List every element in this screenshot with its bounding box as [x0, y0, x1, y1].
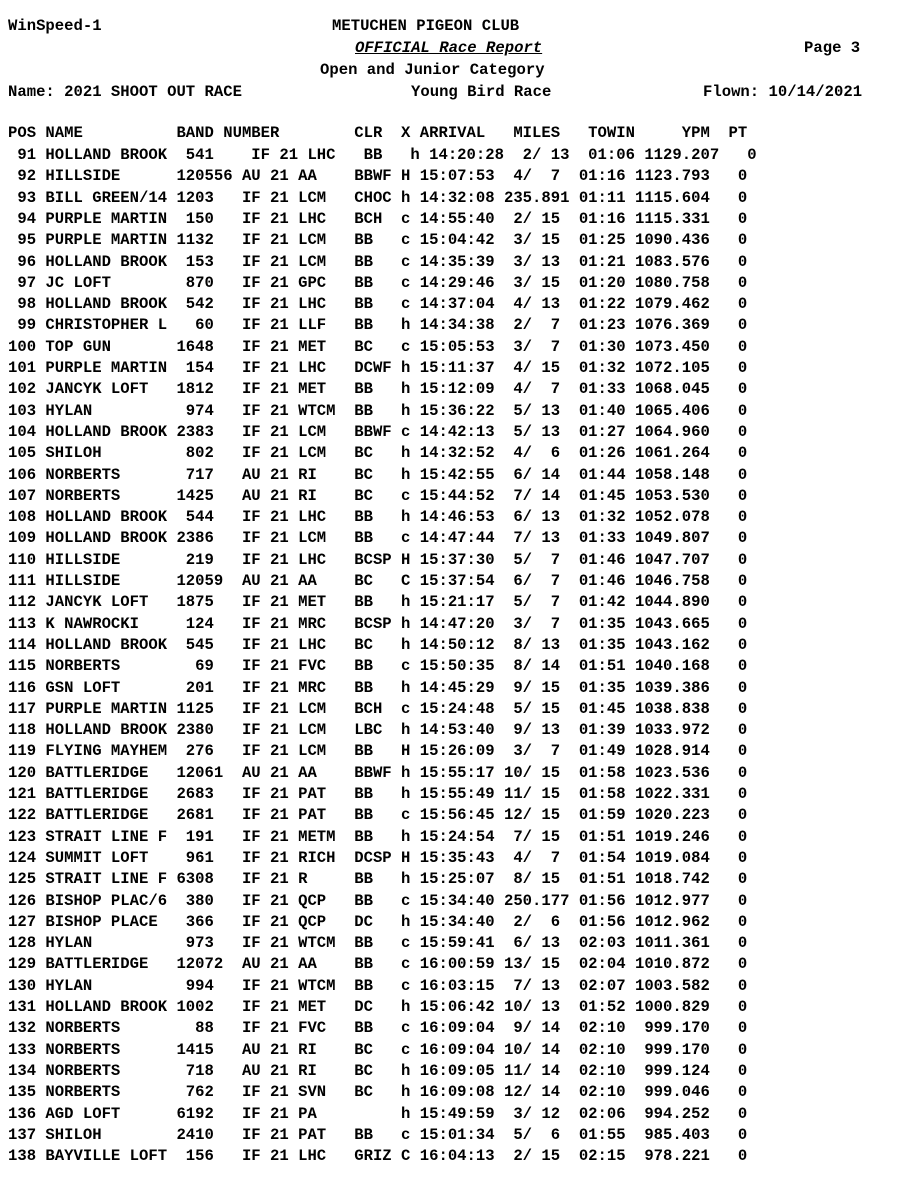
table-row: 106 NORBERTS 717 AU 21 RI BC h 15:42:55 6/ 14 01:44 1058.148 0: [8, 465, 748, 484]
table-row: 119 FLYING MAYHEM 276 IF 21 LCM BB H 15:26:09 3/ 7 01:49 1028.914 0: [8, 742, 748, 761]
flown-date: Flown: 10/14/2021: [703, 83, 863, 101]
club-name: METUCHEN PIGEON CLUB: [332, 17, 520, 35]
table-row: 102 JANCYK LOFT 1812 IF 21 MET BB h 15:12:09 4/ 7 01:33 1068.045 0: [8, 380, 748, 399]
table-row: 93 BILL GREEN/14 1203 IF 21 LCM CHOC h 14:32:08 235.891 01:11 1115.604 0: [8, 188, 748, 207]
table-row: 135 NORBERTS 762 IF 21 SVN BC h 16:09:08 12/ 14 02:10 999.046 0: [8, 1083, 748, 1102]
race-type: Young Bird Race: [411, 83, 552, 101]
table-row: 132 NORBERTS 88 IF 21 FVC BB c 16:09:04 9/ 14 02:10 999.170 0: [8, 1019, 748, 1038]
table-row: 100 TOP GUN 1648 IF 21 MET BC c 15:05:53 3/ 7 01:30 1073.450 0: [8, 337, 748, 356]
table-row: 104 HOLLAND BROOK 2383 IF 21 LCM BBWF c 14:42:13 5/ 13 01:27 1064.960 0: [8, 422, 748, 441]
table-row: 99 CHRISTOPHER L 60 IF 21 LLF BB h 14:34:38 2/ 7 01:23 1076.369 0: [8, 316, 748, 335]
table-row: 110 HILLSIDE 219 IF 21 LHC BCSP H 15:37:30 5/ 7 01:46 1047.707 0: [8, 550, 748, 569]
table-row: 125 STRAIT LINE F 6308 IF 21 R BB h 15:25:07 8/ 15 01:51 1018.742 0: [8, 870, 748, 889]
table-row: 136 AGD LOFT 6192 IF 21 PA h 15:49:59 3/ 12 02:06 994.252 0: [8, 1104, 748, 1123]
table-row: 133 NORBERTS 1415 AU 21 RI BC c 16:09:04 10/ 14 02:10 999.170 0: [8, 1040, 748, 1059]
table-row: 131 HOLLAND BROOK 1002 IF 21 MET DC h 15:06:42 10/ 13 01:52 1000.829 0: [8, 998, 748, 1016]
report-title: OFFICIAL Race Report: [355, 39, 543, 57]
table-row: 107 NORBERTS 1425 AU 21 RI BC c 15:44:52 7/ 14 01:45 1053.530 0: [8, 486, 748, 505]
table-row: 91 HOLLAND BROOK 541 IF 21 LHC BB h 14:20:28 2/ 13 01:06 1129.207 0: [8, 146, 757, 164]
table-row: 115 NORBERTS 69 IF 21 FVC BB c 15:50:35 8/ 14 01:51 1040.168 0: [8, 657, 748, 676]
table-row: 124 SUMMIT LOFT 961 IF 21 RICH DCSP H 15:35:43 4/ 7 01:54 1019.084 0: [8, 848, 748, 867]
table-row: 137 SHILOH 2410 IF 21 PAT BB c 15:01:34 5/ 6 01:55 985.403 0: [8, 1125, 748, 1144]
table-row: 128 HYLAN 973 IF 21 WTCM BB c 15:59:41 6/ 13 02:03 1011.361 0: [8, 934, 748, 953]
table-row: 116 GSN LOFT 201 IF 21 MRC BB h 14:45:29 9/ 15 01:35 1039.386 0: [8, 678, 748, 697]
table-row: 117 PURPLE MARTIN 1125 IF 21 LCM BCH c 15:24:48 5/ 15 01:45 1038.838 0: [8, 699, 748, 718]
table-row: 121 BATTLERIDGE 2683 IF 21 PAT BB h 15:55:49 11/ 15 01:58 1022.331 0: [8, 785, 748, 803]
table-row: 127 BISHOP PLACE 366 IF 21 QCP DC h 15:34:40 2/ 6 01:56 1012.962 0: [8, 912, 748, 931]
table-row: 114 HOLLAND BROOK 545 IF 21 LHC BC h 14:50:12 8/ 13 01:35 1043.162 0: [8, 635, 748, 654]
table-row: 113 K NAWROCKI 124 IF 21 MRC BCSP h 14:47:20 3/ 7 01:35 1043.665 0: [8, 614, 748, 633]
table-row: 97 JC LOFT 870 IF 21 GPC BB c 14:29:46 3/ 15 01:20 1080.758 0: [8, 273, 748, 292]
table-row: 103 HYLAN 974 IF 21 WTCM BB h 15:36:22 5/ 13 01:40 1065.406 0: [8, 401, 748, 420]
table-row: 109 HOLLAND BROOK 2386 IF 21 LCM BB c 14:47:44 7/ 13 01:33 1049.807 0: [8, 529, 748, 548]
table-row: 130 HYLAN 994 IF 21 WTCM BB c 16:03:15 7/ 13 02:07 1003.582 0: [8, 976, 748, 995]
table-row: 112 JANCYK LOFT 1875 IF 21 MET BB h 15:21:17 5/ 7 01:42 1044.890 0: [8, 593, 748, 612]
program-name: WinSpeed-1: [8, 17, 102, 35]
table-row: 94 PURPLE MARTIN 150 IF 21 LHC BCH c 14:55:40 2/ 15 01:16 1115.331 0: [8, 209, 748, 228]
table-row: 138 BAYVILLE LOFT 156 IF 21 LHC GRIZ C 16:04:13 2/ 15 02:15 978.221 0: [8, 1147, 748, 1166]
table-row: 122 BATTLERIDGE 2681 IF 21 PAT BB c 15:56:45 12/ 15 01:59 1020.223 0: [8, 806, 748, 825]
table-row: 95 PURPLE MARTIN 1132 IF 21 LCM BB c 15:04:42 3/ 15 01:25 1090.436 0: [8, 231, 748, 250]
category: Open and Junior Category: [320, 61, 545, 79]
table-row: 96 HOLLAND BROOK 153 IF 21 LCM BB c 14:35:39 3/ 13 01:21 1083.576 0: [8, 252, 748, 271]
table-row: 92 HILLSIDE 120556 AU 21 AA BBWF H 15:07:53 4/ 7 01:16 1123.793 0: [8, 167, 748, 186]
table-row: 108 HOLLAND BROOK 544 IF 21 LHC BB h 14:46:53 6/ 13 01:32 1052.078 0: [8, 508, 748, 527]
table-row: 120 BATTLERIDGE 12061 AU 21 AA BBWF h 15:55:17 10/ 15 01:58 1023.536 0: [8, 763, 748, 782]
table-row: 126 BISHOP PLAC/6 380 IF 21 QCP BB c 15:34:40 250.177 01:56 1012.977 0: [8, 891, 748, 910]
table-row: 105 SHILOH 802 IF 21 LCM BC h 14:32:52 4/ 6 01:26 1061.264 0: [8, 444, 748, 463]
table-row: 123 STRAIT LINE F 191 IF 21 METM BB h 15:24:54 7/ 15 01:51 1019.246 0: [8, 827, 748, 846]
table-row: 118 HOLLAND BROOK 2380 IF 21 LCM LBC h 14:53:40 9/ 13 01:39 1033.972 0: [8, 721, 748, 740]
column-headers: POS NAME BAND NUMBER CLR X ARRIVAL MILES TOWIN YPM PT: [8, 124, 748, 142]
table-row: 101 PURPLE MARTIN 154 IF 21 LHC DCWF h 15:11:37 4/ 15 01:32 1072.105 0: [8, 359, 748, 377]
page-number: Page 3: [804, 39, 861, 57]
table-row: 111 HILLSIDE 12059 AU 21 AA BC C 15:37:54 6/ 7 01:46 1046.758 0: [8, 572, 748, 590]
table-row: 129 BATTLERIDGE 12072 AU 21 AA BB c 16:00:59 13/ 15 02:04 1010.872 0: [8, 955, 748, 974]
table-row: 134 NORBERTS 718 AU 21 RI BC h 16:09:05 11/ 14 02:10 999.124 0: [8, 1061, 748, 1080]
race-name: Name: 2021 SHOOT OUT RACE: [8, 83, 242, 101]
table-row: 98 HOLLAND BROOK 542 IF 21 LHC BB c 14:37:04 4/ 13 01:22 1079.462 0: [8, 295, 748, 314]
